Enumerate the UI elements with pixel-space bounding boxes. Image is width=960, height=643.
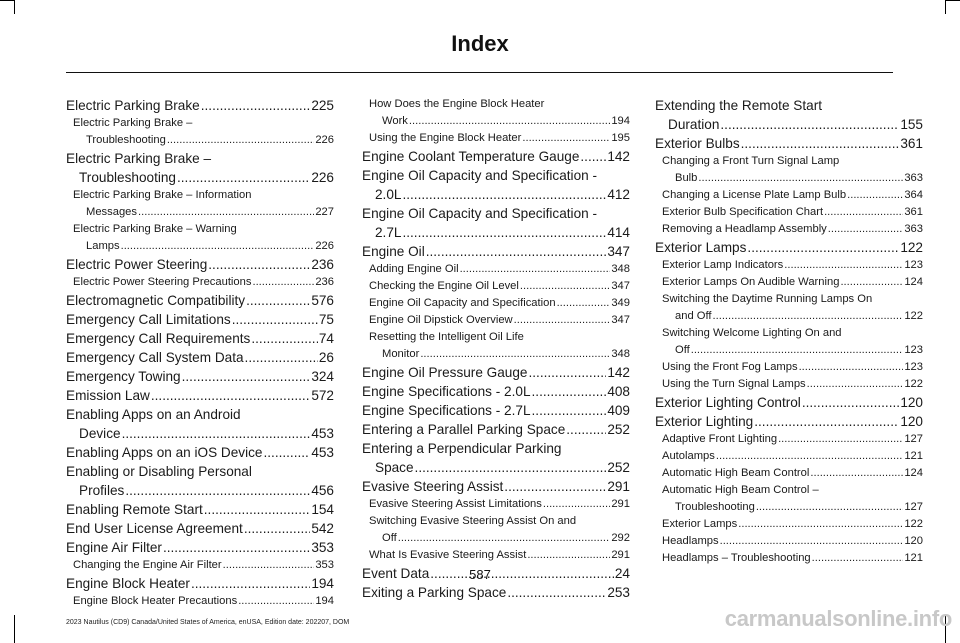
crop-mark — [945, 0, 946, 14]
page-reference: 292 — [611, 532, 630, 544]
page-reference: 154 — [311, 502, 334, 517]
entry-text: Profiles — [79, 483, 125, 498]
entry-text: What Is Evasive Steering Assist — [369, 549, 527, 561]
index-entry — [66, 386, 334, 405]
watermark-logo: carmanualsonline.info — [724, 606, 952, 631]
entry-text: Enabling Remote Start — [66, 502, 203, 517]
dot-leader — [514, 312, 611, 329]
index-entry — [66, 310, 334, 329]
page-reference: 348 — [611, 263, 630, 275]
entry-text: Messages — [86, 206, 137, 218]
entry-text: Troubleshooting — [79, 170, 176, 185]
dot-leader — [528, 363, 606, 382]
index-entry — [66, 538, 334, 557]
page-reference: 347 — [611, 280, 630, 292]
page-reference: 226 — [315, 240, 334, 252]
index-subentry — [362, 295, 630, 312]
index-entry — [66, 405, 334, 443]
page-reference: 236 — [315, 276, 334, 288]
entry-text: Evasive Steering Assist — [362, 479, 504, 494]
index-subentry — [655, 359, 923, 376]
entry-text: Removing a Headlamp Assembly — [662, 223, 827, 235]
dot-leader — [720, 533, 904, 550]
header-rule — [66, 72, 893, 73]
entry-text: Entering a Perpendicular Parking — [362, 441, 562, 456]
entry-text: Switching Evasive Steering Assist On and — [369, 515, 577, 527]
page-reference: 195 — [611, 132, 630, 144]
page-reference: 414 — [607, 225, 630, 240]
entry-text: Troubleshooting — [86, 134, 166, 146]
index-subentry — [655, 187, 923, 204]
page-reference: 412 — [607, 187, 630, 202]
dot-leader — [204, 500, 311, 519]
dot-leader — [177, 168, 310, 187]
index-subentry — [362, 278, 630, 295]
entry-text: Adding Engine Oil — [369, 263, 459, 275]
dot-leader — [810, 465, 903, 482]
page-reference: 361 — [904, 206, 923, 218]
index-subentry — [655, 516, 923, 533]
entry-text: Monitor — [382, 348, 420, 360]
page-reference: 225 — [311, 98, 334, 113]
entry-text: Engine Block Heater Precautions — [73, 595, 238, 607]
page-reference: 120 — [904, 535, 923, 547]
page-reference: 155 — [900, 117, 923, 132]
page-reference: 124 — [904, 276, 923, 288]
page-reference: 324 — [311, 369, 334, 384]
entry-text: and Off — [675, 310, 712, 322]
page-reference: 124 — [904, 467, 923, 479]
dot-leader — [460, 261, 611, 278]
dot-leader — [522, 130, 610, 147]
entry-text: Evasive Steering Assist Limitations — [369, 498, 542, 510]
page-title: Index — [451, 31, 509, 56]
entry-text: Emergency Call System Data — [66, 350, 244, 365]
index-subentry — [655, 448, 923, 465]
index-entry — [66, 96, 334, 115]
page-reference: 194 — [311, 576, 334, 591]
dot-leader — [802, 393, 899, 412]
entry-text: Adaptive Front Lighting — [662, 433, 778, 445]
page-reference: 194 — [611, 115, 630, 127]
entry-text: Electric Parking Brake – — [73, 117, 193, 129]
page-reference: 453 — [311, 445, 334, 460]
page-reference: 364 — [904, 189, 923, 201]
entry-text: Engine Coolant Temperature Gauge — [362, 149, 580, 164]
page-reference: 363 — [904, 223, 923, 235]
index-entry — [362, 166, 630, 204]
page-reference: 75 — [318, 312, 334, 327]
index-subentry — [655, 274, 923, 291]
entry-text: Changing a Front Turn Signal Lamp — [662, 155, 840, 167]
entry-text: Entering a Parallel Parking Space — [362, 422, 566, 437]
dot-leader — [812, 550, 904, 567]
dot-leader — [754, 412, 899, 431]
dot-leader — [504, 477, 606, 496]
index-subentry — [655, 376, 923, 393]
dot-leader — [246, 291, 310, 310]
dot-leader — [824, 204, 903, 221]
dot-leader — [251, 329, 318, 348]
dot-leader — [532, 401, 607, 420]
entry-text: Switching Welcome Lighting On and — [662, 327, 842, 339]
index-entry — [362, 420, 630, 439]
entry-text: 2.7L — [375, 225, 402, 240]
dot-leader — [167, 132, 315, 149]
dot-leader — [252, 274, 314, 291]
entry-text: 2.0L — [375, 187, 402, 202]
index-subentry — [362, 261, 630, 278]
entry-text: Using the Turn Signal Lamps — [662, 378, 806, 390]
entry-text: Autolamps — [662, 450, 715, 462]
entry-text: Troubleshooting — [675, 501, 755, 513]
index-entry — [362, 204, 630, 242]
index-entry — [66, 149, 334, 187]
entry-text: Engine Specifications - 2.7L — [362, 403, 531, 418]
dot-leader — [716, 448, 903, 465]
page-reference: 227 — [315, 206, 334, 218]
dot-leader — [532, 382, 607, 401]
index-subentry — [362, 312, 630, 329]
page-reference: 123 — [904, 344, 923, 356]
index-entry — [66, 519, 334, 538]
index-entry — [362, 363, 630, 382]
dot-leader — [409, 113, 610, 130]
dot-leader — [691, 342, 904, 359]
index-entry — [362, 439, 630, 477]
index-subentry — [66, 187, 334, 221]
entry-text: Electromagnetic Compatibility — [66, 293, 246, 308]
index-subentry — [655, 153, 923, 187]
index-entry — [362, 147, 630, 166]
entry-text: Off — [675, 344, 690, 356]
index-entry — [655, 238, 923, 257]
crop-mark — [0, 0, 14, 1]
index-subentry — [655, 221, 923, 238]
entry-text: How Does the Engine Block Heater — [369, 98, 545, 110]
dot-leader — [426, 242, 607, 261]
dot-leader — [527, 547, 610, 564]
dot-leader — [402, 185, 606, 204]
dot-leader — [741, 134, 900, 153]
index-subentry — [66, 593, 334, 610]
entry-text: End User License Agreement — [66, 521, 243, 536]
index-entry — [655, 134, 923, 153]
page-reference: 409 — [607, 403, 630, 418]
index-subentry — [362, 547, 630, 564]
dot-leader — [520, 278, 610, 295]
entry-text: Engine Oil Pressure Gauge — [362, 365, 528, 380]
entry-text: Engine Oil Capacity and Specification - — [362, 206, 597, 221]
entry-text: Exterior Lighting Control — [655, 395, 801, 410]
dot-leader — [713, 308, 904, 325]
page-reference: 194 — [315, 595, 334, 607]
index-entry — [66, 500, 334, 519]
page-reference: 252 — [607, 422, 630, 437]
index-entry — [362, 382, 630, 401]
entry-text: Emergency Towing — [66, 369, 181, 384]
entry-text: Switching the Daytime Running Lamps On — [662, 293, 873, 305]
index-subentry — [362, 96, 630, 130]
page-reference: 453 — [311, 426, 334, 441]
page-reference: 120 — [900, 395, 923, 410]
dot-leader — [557, 295, 611, 312]
entry-text: Checking the Engine Oil Level — [369, 280, 519, 292]
index-entry — [362, 477, 630, 496]
page-reference: 576 — [311, 293, 334, 308]
dot-leader — [238, 593, 314, 610]
page-reference: 74 — [318, 331, 334, 346]
index-subentry — [66, 221, 334, 255]
crop-mark — [14, 615, 15, 643]
dot-leader — [566, 420, 606, 439]
entry-text: Engine Oil Capacity and Specification — [369, 297, 556, 309]
page-reference: 122 — [904, 518, 923, 530]
index-subentry — [362, 496, 630, 513]
entry-text: Electric Power Steering Precautions — [73, 276, 252, 288]
entry-text: Bulb — [675, 172, 698, 184]
entry-text: Event Data — [362, 566, 430, 581]
dot-leader — [420, 346, 610, 363]
index-entry — [66, 329, 334, 348]
page-reference: 127 — [904, 501, 923, 513]
page-reference: 123 — [904, 259, 923, 271]
page-reference: 127 — [904, 433, 923, 445]
dot-leader — [402, 223, 606, 242]
entry-text: Off — [382, 532, 397, 544]
page-reference: 123 — [904, 361, 923, 373]
entry-text: Engine Air Filter — [66, 540, 162, 555]
index-column-1 — [66, 96, 334, 610]
index-entry — [66, 348, 334, 367]
page-reference: 361 — [900, 136, 923, 151]
index-entry — [655, 412, 923, 431]
dot-leader — [151, 386, 310, 405]
dot-leader — [698, 170, 903, 187]
index-subentry — [655, 204, 923, 221]
dot-leader — [828, 221, 904, 238]
entry-text: Headlamps — [662, 535, 719, 547]
index-entry — [362, 583, 630, 602]
index-entry — [362, 242, 630, 261]
page-reference: 122 — [904, 310, 923, 322]
index-entry — [66, 367, 334, 386]
dot-leader — [415, 458, 607, 477]
page-reference: 142 — [607, 149, 630, 164]
page-reference: 363 — [904, 172, 923, 184]
crop-mark — [946, 0, 960, 1]
page-reference: 348 — [611, 348, 630, 360]
page-reference: 349 — [611, 297, 630, 309]
dot-leader — [182, 367, 311, 386]
dot-leader — [244, 519, 310, 538]
index-subentry — [655, 482, 923, 516]
page-reference: 122 — [904, 378, 923, 390]
dot-leader — [807, 376, 904, 393]
entry-text: Engine Oil Capacity and Specification - — [362, 168, 597, 183]
dot-leader — [201, 96, 311, 115]
entry-text: Electric Parking Brake – Warning — [73, 223, 237, 235]
page-reference: 353 — [311, 540, 334, 555]
index-subentry — [655, 291, 923, 325]
index-subentry — [655, 257, 923, 274]
dot-leader — [799, 359, 904, 376]
entry-text: Electric Power Steering — [66, 257, 208, 272]
entry-text: Changing a License Plate Lamp Bulb — [662, 189, 847, 201]
page-reference: 236 — [311, 257, 334, 272]
index-subentry — [362, 130, 630, 147]
page-reference: 408 — [607, 384, 630, 399]
index-column-2 — [362, 96, 630, 602]
entry-text: Exiting a Parking Space — [362, 585, 507, 600]
entry-text: Enabling Apps on an iOS Device — [66, 445, 263, 460]
index-entry — [66, 291, 334, 310]
dot-leader — [208, 255, 310, 274]
page-reference: 122 — [900, 240, 923, 255]
index-subentry — [66, 274, 334, 291]
entry-text: Electric Parking Brake – — [66, 151, 212, 166]
dot-leader — [847, 187, 903, 204]
page-reference: 24 — [614, 566, 630, 581]
entry-text: Engine Block Heater — [66, 576, 190, 591]
page-number: 587 — [469, 567, 491, 582]
entry-text: Headlamps – Troubleshooting — [662, 552, 811, 564]
entry-text: Engine Oil — [362, 244, 425, 259]
page-reference: 226 — [311, 170, 334, 185]
entry-text: Engine Oil Dipstick Overview — [369, 314, 513, 326]
page-reference: 226 — [315, 134, 334, 146]
page-reference: 121 — [904, 552, 923, 564]
index-subentry — [655, 431, 923, 448]
page-reference: 121 — [904, 450, 923, 462]
dot-leader — [122, 424, 311, 443]
dot-leader — [784, 257, 903, 274]
entry-text: Automatic High Beam Control — [662, 467, 810, 479]
entry-text: Lamps — [86, 240, 120, 252]
dot-leader — [756, 499, 904, 516]
dot-leader — [720, 115, 899, 134]
dot-leader — [738, 516, 903, 533]
index-entry — [66, 462, 334, 500]
entry-text: Exterior Lamps On Audible Warning — [662, 276, 840, 288]
index-subentry — [655, 533, 923, 550]
entry-text: Automatic High Beam Control – — [662, 484, 819, 496]
entry-text: Exterior Bulb Specification Chart — [662, 206, 824, 218]
dot-leader — [747, 238, 899, 257]
dot-leader — [263, 443, 310, 462]
page-reference: 291 — [611, 549, 630, 561]
dot-leader — [507, 583, 606, 602]
entry-text: Exterior Lighting — [655, 414, 754, 429]
entry-text: Using the Front Fog Lamps — [662, 361, 798, 373]
page-reference: 142 — [607, 365, 630, 380]
entry-text: Resetting the Intelligent Oil Life — [369, 331, 524, 343]
entry-text: Exterior Bulbs — [655, 136, 740, 151]
index-subentry — [655, 550, 923, 567]
entry-text: Engine Specifications - 2.0L — [362, 384, 531, 399]
page-reference: 291 — [611, 498, 630, 510]
footer-edition-text: 2023 Nautilus (CD9) Canada/United States of America, enUSA, Edition date: 202207, DOM — [66, 619, 350, 626]
dot-leader — [778, 431, 903, 448]
entry-text: Electric Parking Brake – Information — [73, 189, 252, 201]
index-entry — [362, 401, 630, 420]
entry-text: Space — [375, 460, 414, 475]
index-subentry — [655, 325, 923, 359]
page-reference: 347 — [607, 244, 630, 259]
dot-leader — [121, 238, 315, 255]
dot-leader — [398, 530, 611, 547]
dot-leader — [580, 147, 606, 166]
index-subentry — [362, 513, 630, 547]
entry-text: Emission Law — [66, 388, 150, 403]
entry-text: Exterior Lamp Indicators — [662, 259, 784, 271]
page-reference: 253 — [607, 585, 630, 600]
index-entry — [66, 255, 334, 274]
entry-text: Emergency Call Requirements — [66, 331, 251, 346]
entry-text: Exterior Lamps — [655, 240, 747, 255]
page-reference: 572 — [311, 388, 334, 403]
index-subentry — [362, 329, 630, 363]
entry-text: Device — [79, 426, 121, 441]
entry-text: Extending the Remote Start — [655, 98, 822, 113]
entry-text: Enabling or Disabling Personal — [66, 464, 252, 479]
entry-text: Exterior Lamps — [662, 518, 738, 530]
entry-text: Using the Engine Block Heater — [369, 132, 522, 144]
page-reference: 26 — [318, 350, 334, 365]
page-reference: 542 — [311, 521, 334, 536]
page-reference: 252 — [607, 460, 630, 475]
page-reference: 456 — [311, 483, 334, 498]
dot-leader — [125, 481, 310, 500]
index-entry — [655, 96, 923, 134]
entry-text: Emergency Call Limitations — [66, 312, 231, 327]
page-reference: 291 — [607, 479, 630, 494]
entry-text: Enabling Apps on an Android — [66, 407, 241, 422]
index-entry — [655, 393, 923, 412]
dot-leader — [543, 496, 610, 513]
index-column-3 — [655, 96, 923, 567]
page-reference: 353 — [315, 559, 334, 571]
index-entry — [66, 443, 334, 462]
entry-text: Changing the Engine Air Filter — [73, 559, 222, 571]
crop-mark — [14, 0, 15, 14]
dot-leader — [840, 274, 903, 291]
dot-leader — [245, 348, 318, 367]
page-reference: 347 — [611, 314, 630, 326]
dot-leader — [138, 204, 314, 221]
entry-text: Work — [382, 115, 408, 127]
entry-text: Electric Parking Brake — [66, 98, 200, 113]
page-reference: 120 — [900, 414, 923, 429]
index-subentry — [66, 115, 334, 149]
dot-leader — [232, 310, 318, 329]
index-subentry — [655, 465, 923, 482]
dot-leader — [163, 538, 310, 557]
entry-text: Duration — [668, 117, 720, 132]
